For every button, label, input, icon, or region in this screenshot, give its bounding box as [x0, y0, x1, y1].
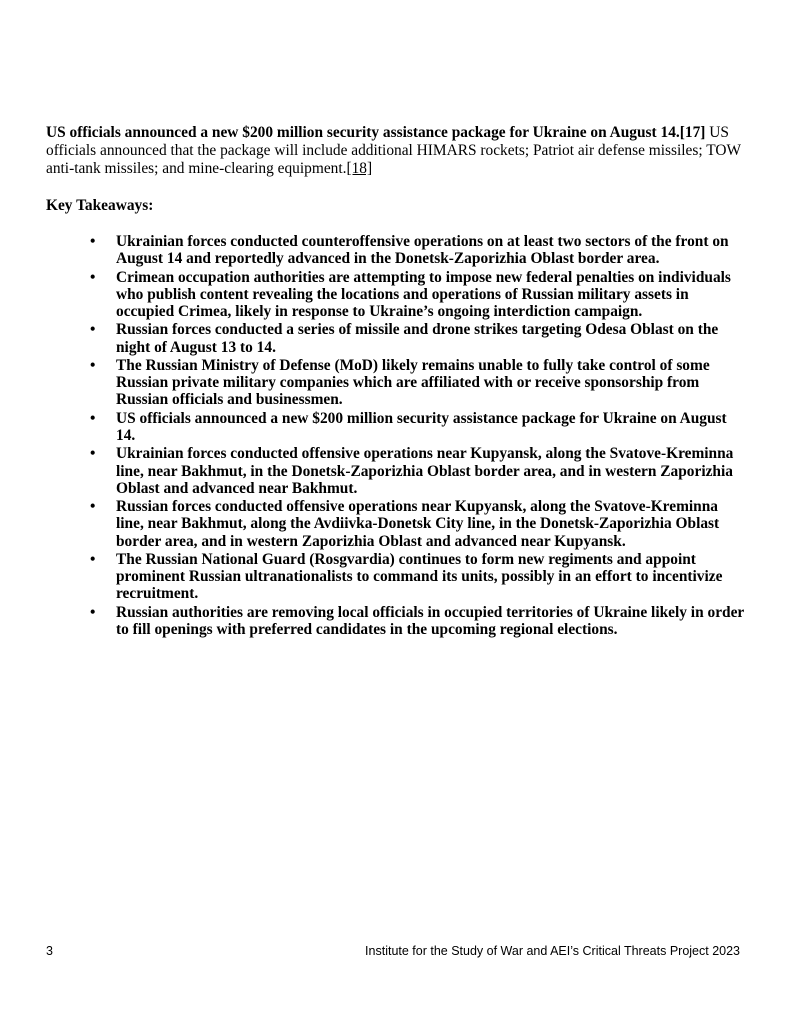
key-takeaways-heading: Key Takeaways: [46, 197, 154, 214]
takeaway-item [90, 409, 746, 444]
bullet-icon: • [90, 268, 96, 286]
takeaway-text: Russian forces conducted a series of missile and drone strikes targeting Odesa Oblast on the night of August 13 to 14. [116, 321, 719, 356]
takeaway-item [90, 356, 746, 409]
takeaway-text: Russian forces conducted offensive operations near Kupyansk, along the Svatove-Kreminna line, near Bakhmut, along the Avdiivka-Donetsk City line, in the Donetsk-Zaporizhia Oblast border area, and in western Zaporizhia Oblast and advanced near Kupyansk. [116, 498, 720, 550]
bullet-icon: • [90, 550, 96, 568]
bullet-icon: • [90, 233, 96, 250]
takeaway-item [90, 233, 746, 268]
bullet-icon: • [90, 445, 96, 463]
bullet-icon: • [90, 409, 96, 427]
page-number: 3 [46, 944, 53, 958]
takeaway-item [90, 498, 746, 550]
footnote-link-18[interactable]: [18] [346, 160, 373, 177]
takeaway-item [90, 268, 746, 321]
takeaway-text: Russian authorities are removing local officials in occupied territories of Ukraine likely in order to fill openings with preferred candidates in the upcoming regional elections. [116, 603, 744, 638]
intro-bold-lead: US officials announced a new $200 million security assistance package for Ukraine on August 14.[17] [46, 124, 706, 141]
footer-org-line: Institute for the Study of War and AEI’s Critical Threats Project 2023 [365, 944, 740, 958]
takeaway-text: The Russian National Guard (Rosgvardia) continues to form new regiments and appoint prominent Russian ultranationalists to command its units, possibly in an effort to incentivize recruitment. [116, 550, 723, 603]
takeaway-item [90, 445, 746, 497]
takeaway-text: Ukrainian forces conducted offensive operations near Kupyansk, along the Svatove-Kreminna line, near Bakhmut, in the Donetsk-Zaporizhia Oblast border area, and in western Zaporizhia Oblast and advanced near Bakhmut. [116, 445, 734, 497]
bullet-icon: • [90, 321, 96, 339]
bullet-icon: • [90, 498, 96, 516]
intro-body-text: US officials announced that the package will include additional HIMARS rockets; Patriot air defense missiles; TOW anti-tank missiles; and mine-clearing equipment. [46, 124, 741, 177]
bullet-icon: • [90, 603, 96, 621]
intro-paragraph [46, 124, 746, 178]
takeaway-text: Ukrainian forces conducted counteroffensive operations on at least two sectors of the front on August 14 and reportedly advanced in the Donetsk-Zaporizhia Oblast border area. [116, 233, 729, 268]
bullet-icon: • [90, 356, 96, 374]
takeaway-text: Crimean occupation authorities are attempting to impose new federal penalties on individuals who publish content revealing the locations and operations of Russian military assets in occupied Crimea, likely in response to Ukraine’s ongoing interdiction campaign. [116, 268, 731, 320]
takeaway-text: The Russian Ministry of Defense (MoD) likely remains unable to fully take control of some Russian private military companies which are affiliated with or receive sponsorship from Russian officials and businessmen. [116, 356, 710, 409]
takeaway-item [90, 603, 746, 638]
takeaway-text: US officials announced a new $200 million security assistance package for Ukraine on August 14. [116, 409, 727, 444]
takeaway-item [90, 550, 746, 603]
takeaway-item [90, 321, 746, 356]
key-takeaways-list [90, 233, 746, 639]
